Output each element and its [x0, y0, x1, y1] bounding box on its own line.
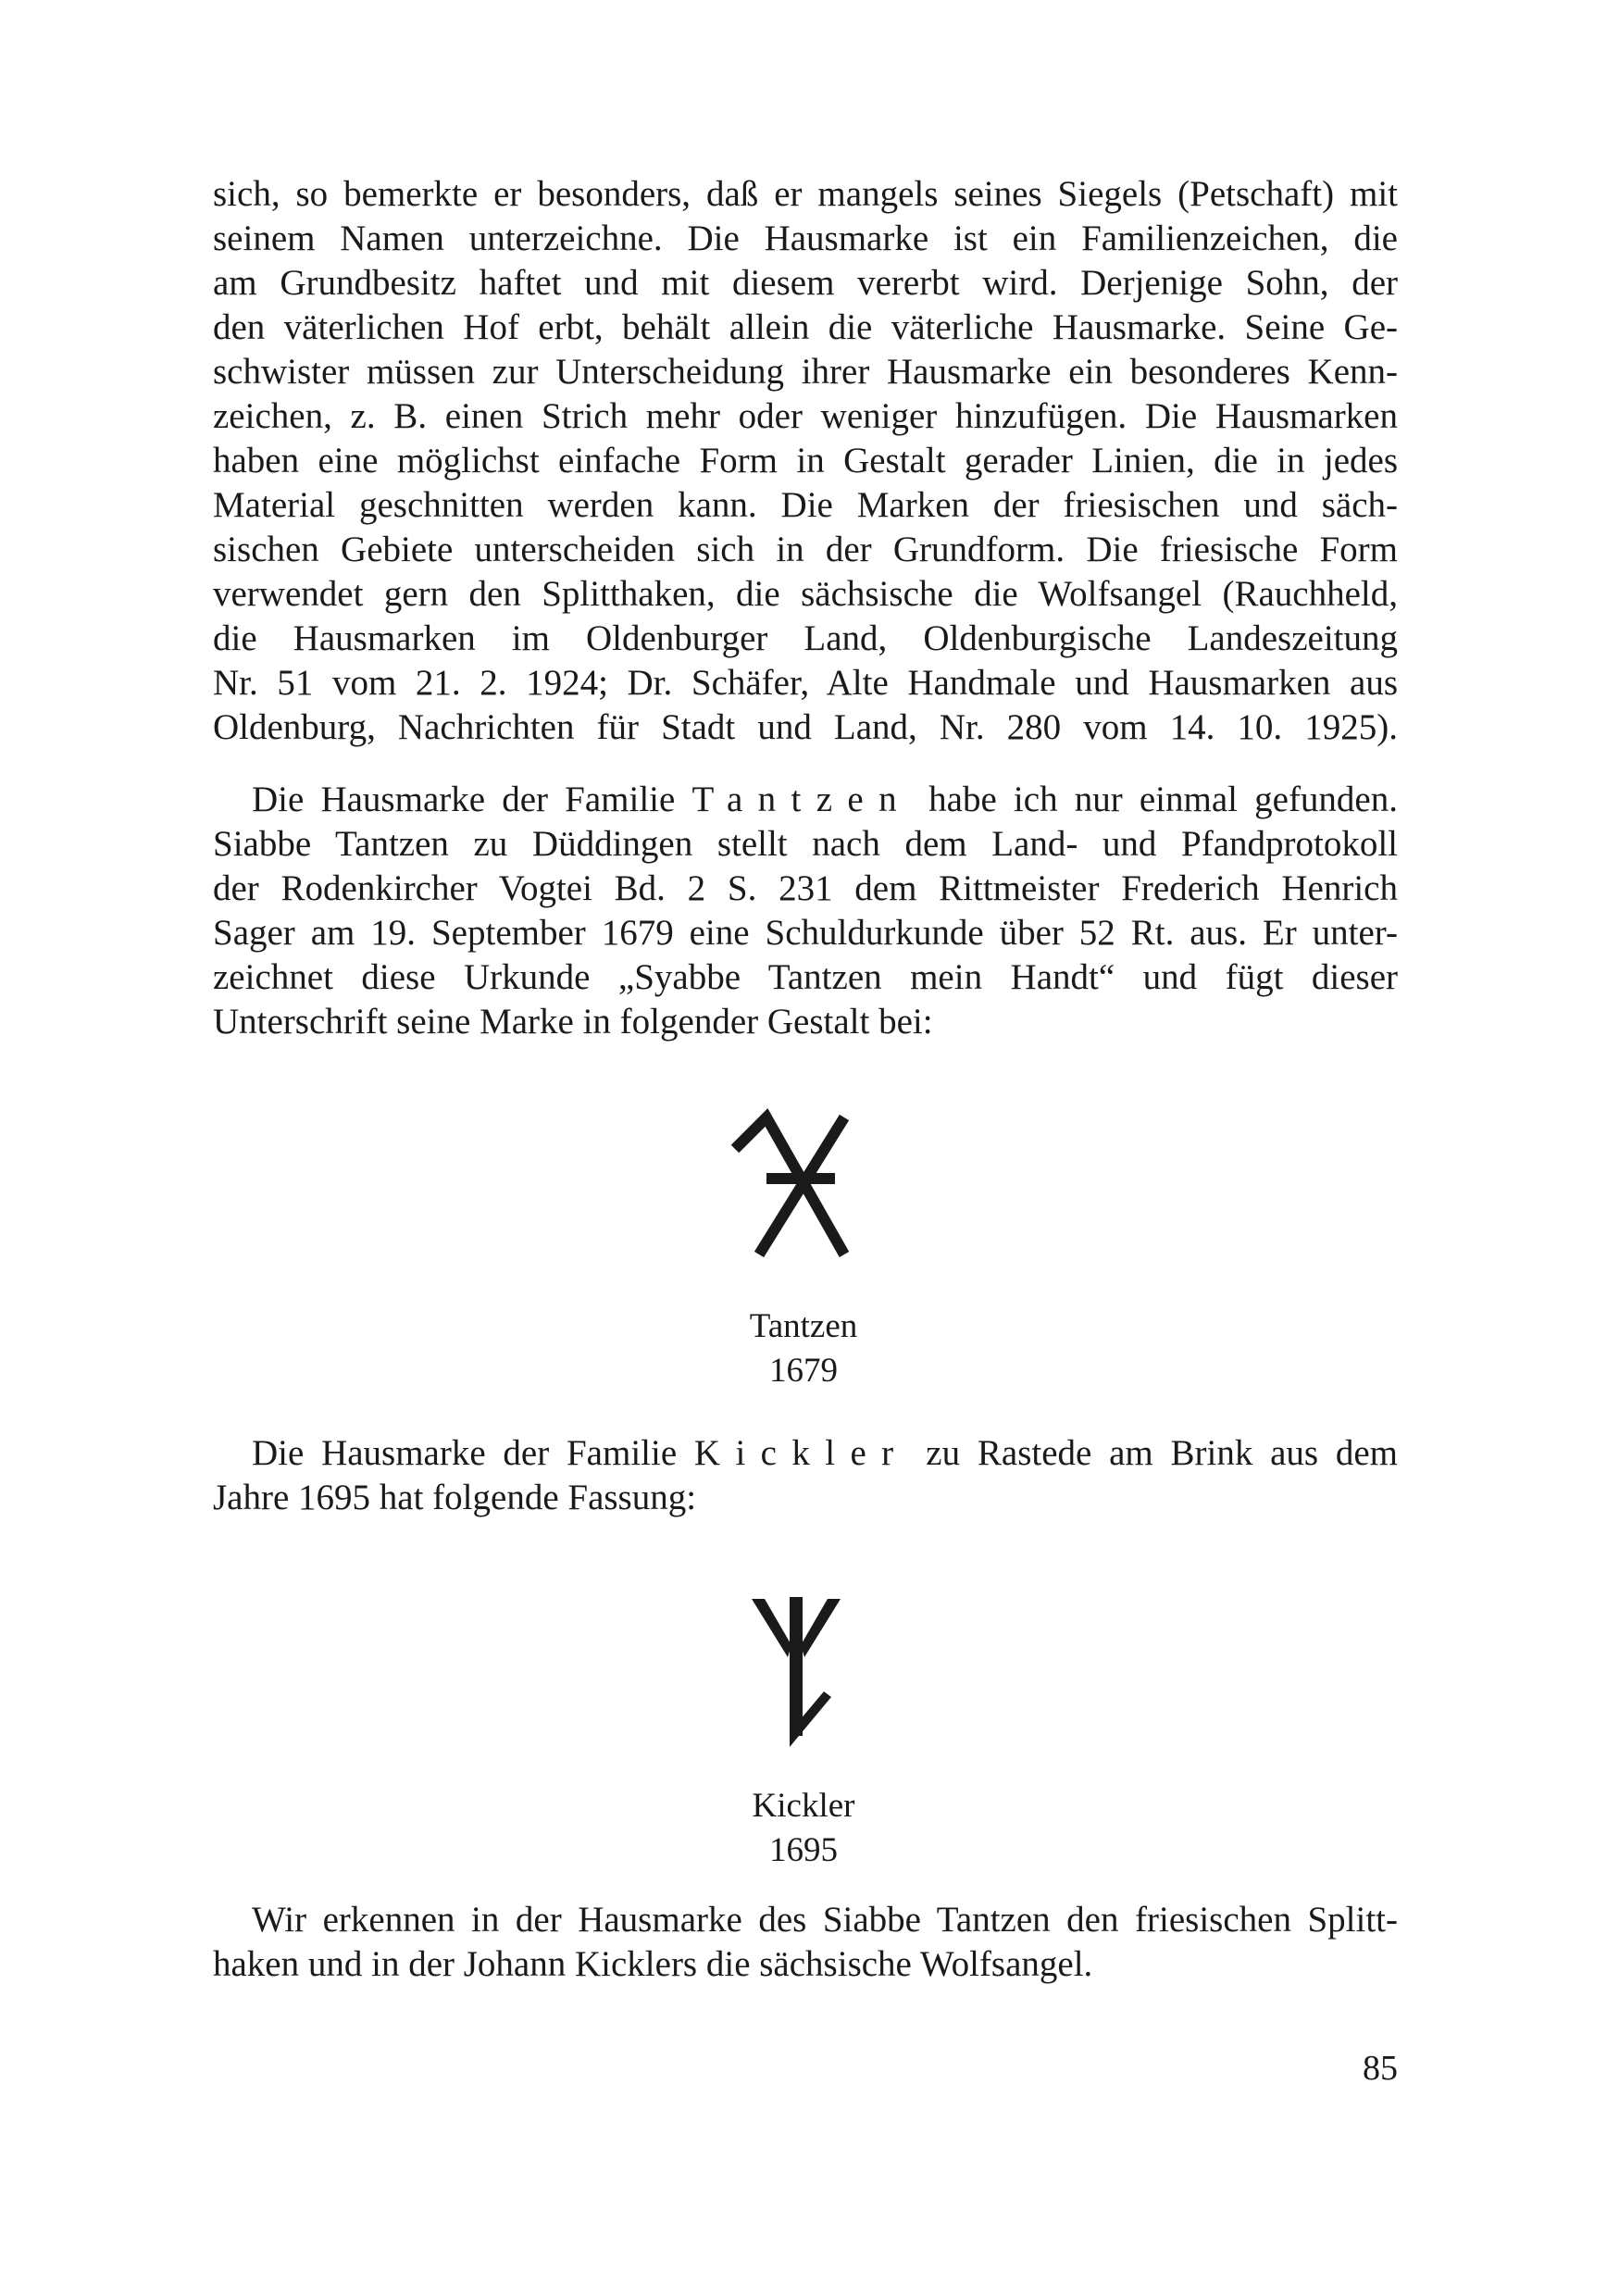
text-line: der Rodenkircher Vogtei Bd. 2 S. 231 dem Rittmeister Frederich Henrich	[213, 868, 1398, 908]
text-line: Die Hausmarke der Familie Kickler zu Rastede am Brink aus dem	[252, 1433, 1398, 1473]
wolfsangel-mark-icon	[741, 1588, 852, 1754]
text-line: sich, so bemerkte er besonders, daß er mangels seines Siegels (Petschaft) mit	[213, 174, 1398, 214]
mark-caption-year: 1695	[769, 1831, 838, 1869]
text-line: am Grundbesitz haftet und mit diesem vererbt wird. Derjenige Sohn, der	[213, 263, 1398, 303]
text-line: Oldenburg, Nachrichten für Stadt und Land, Nr. 280 vom 14. 10. 1925).	[213, 707, 1398, 747]
family-name-spaced: Tantzen	[691, 780, 912, 819]
text-line: haken und in der Johann Kicklers die sächsische Wolfsangel.	[213, 1944, 1093, 1984]
text-line: verwendet gern den Splitthaken, die sächsische die Wolfsangel (Rauchheld,	[213, 574, 1398, 614]
text-line: seinem Namen unterzeichne. Die Hausmarke ist ein Familienzeichen, die	[213, 218, 1398, 258]
text-line: die Hausmarken im Oldenburger Land, Oldenburgische Landeszeitung	[213, 618, 1398, 658]
text-line: haben eine möglichst einfache Form in Gestalt gerader Linien, die in jedes	[213, 441, 1398, 480]
text-line: Siabbe Tantzen zu Düddingen stellt nach dem Land- und Pfandprotokoll	[213, 824, 1398, 864]
text-line: zeichnet diese Urkunde „Syabbe Tantzen mein Handt“ und fügt dieser	[213, 957, 1398, 997]
text-line: Material geschnitten werden kann. Die Marken der friesischen und säch-	[213, 485, 1398, 525]
mark-caption-name: Kickler	[752, 1787, 855, 1825]
mark-caption-year: 1679	[769, 1352, 838, 1390]
text-line: sischen Gebiete unterscheiden sich in der Grundform. Die friesische Form	[213, 530, 1398, 569]
text-line: Die Hausmarke der Familie Tantzen habe ich nur einmal gefunden.	[252, 780, 1398, 819]
text-line: schwister müssen zur Unterscheidung ihrer Hausmarke ein besonderes Kenn-	[213, 352, 1398, 392]
text-line: Nr. 51 vom 21. 2. 1924; Dr. Schäfer, Alte Handmale und Hausmarken aus	[213, 663, 1398, 703]
text-line: zeichen, z. B. einen Strich mehr oder weniger hinzufügen. Die Hausmarken	[213, 396, 1398, 436]
text-line: Sager am 19. September 1679 eine Schuldurkunde über 52 Rt. aus. Er unter-	[213, 913, 1398, 953]
splitthaken-mark-icon	[728, 1106, 876, 1264]
text-line: den väterlichen Hof erbt, behält allein die väterliche Hausmarke. Seine Ge-	[213, 307, 1398, 347]
text-line: Jahre 1695 hat folgende Fassung:	[213, 1478, 697, 1517]
text-line: Wir erkennen in der Hausmarke des Siabbe Tantzen den friesischen Splitt-	[252, 1900, 1398, 1940]
mark-caption-name: Tantzen	[749, 1307, 858, 1345]
family-name-spaced: Kickler	[693, 1433, 909, 1473]
text-line: Unterschrift seine Marke in folgender Gestalt bei:	[213, 1002, 933, 1042]
page-number: 85	[1363, 2049, 1398, 2088]
